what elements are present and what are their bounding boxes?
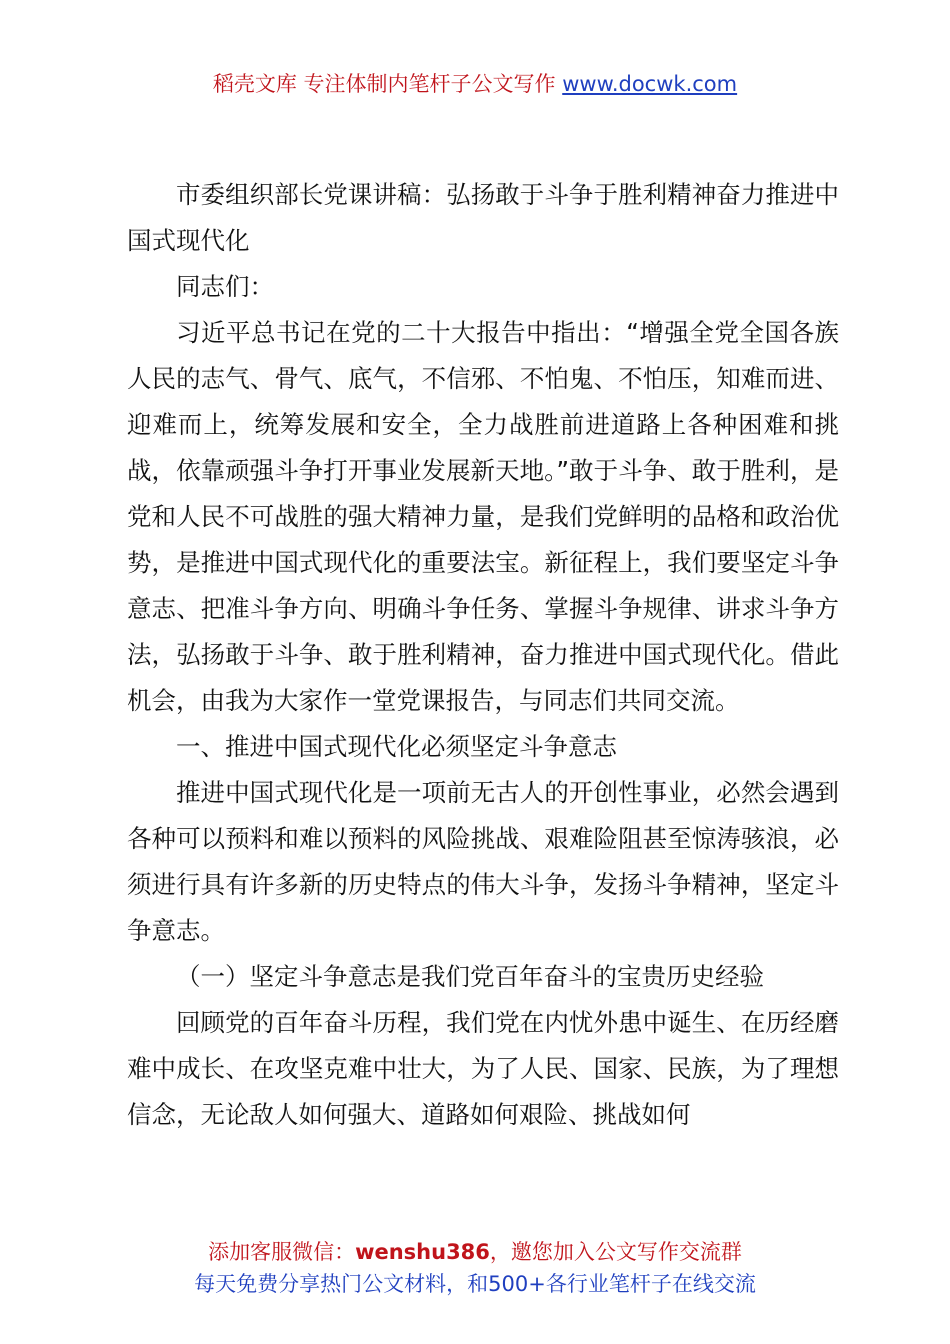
footer-wechat-id: wenshu386 xyxy=(355,1240,490,1264)
document-body xyxy=(127,172,839,1138)
subsection-heading-1: （一）坚定斗争意志是我们党百年奋斗的宝贵历史经验 xyxy=(176,962,764,991)
section-heading-1: 一、推进中国式现代化必须坚定斗争意志 xyxy=(176,732,617,761)
footer-promo-line: 每天免费分享热门公文材料，和500+各行业笔杆子在线交流 xyxy=(194,1272,756,1296)
paragraph-section-1: 推进中国式现代化是一项前无古人的开创性事业，必然会遇到各种可以预料和难以预料的风险挑战、艰难险阻甚至惊涛骇浪，必须进行具有许多新的历史特点的伟大斗争，发扬斗争精神，坚定斗争意志。 xyxy=(127,778,839,945)
paragraph-subsection-1: 回顾党的百年奋斗历程，我们党在内忧外患中诞生、在历经磨难中成长、在攻坚克难中壮大，为了人民、国家、民族，为了理想信念，无论敌人如何强大、道路如何艰险、挑战如何 xyxy=(127,1008,839,1129)
header-brand: 稻壳文库 专注体制内笔杆子公文写作 xyxy=(212,72,563,96)
paragraph-intro: 习近平总书记在党的二十大报告中指出：“增强全党全国各族人民的志气、骨气、底气，不信邪、不怕鬼、不怕压，知难而进、迎难而上，统筹发展和安全，全力战胜前进道路上各种困难和挑战，依靠顽强斗争打开事业发展新天地。”敢于斗争、敢于胜利，是党和人民不可战胜的强大精神力量，是我们党鲜明的品格和政治优势，是推进中国式现代化的重要法宝。新征程上，我们要坚定斗争意志、把准斗争方向、明确斗争任务、掌握斗争规律、讲求斗争方法，弘扬敢于斗争、敢于胜利精神，奋力推进中国式现代化。借此机会，由我为大家作一堂党课报告，与同志们共同交流。 xyxy=(127,318,839,715)
footer-contact-prefix: 添加客服微信： xyxy=(208,1240,356,1264)
page-footer xyxy=(0,1236,950,1300)
salutation: 同志们： xyxy=(176,272,274,301)
header-url-link[interactable]: www.docwk.com xyxy=(562,72,738,96)
page-header xyxy=(0,66,950,102)
document-title: 市委组织部长党课讲稿：弘扬敢于斗争于胜利精神奋力推进中国式现代化 xyxy=(127,180,839,255)
footer-contact-suffix: ，邀您加入公文写作交流群 xyxy=(489,1240,742,1264)
footer-contact-line xyxy=(0,1236,950,1268)
